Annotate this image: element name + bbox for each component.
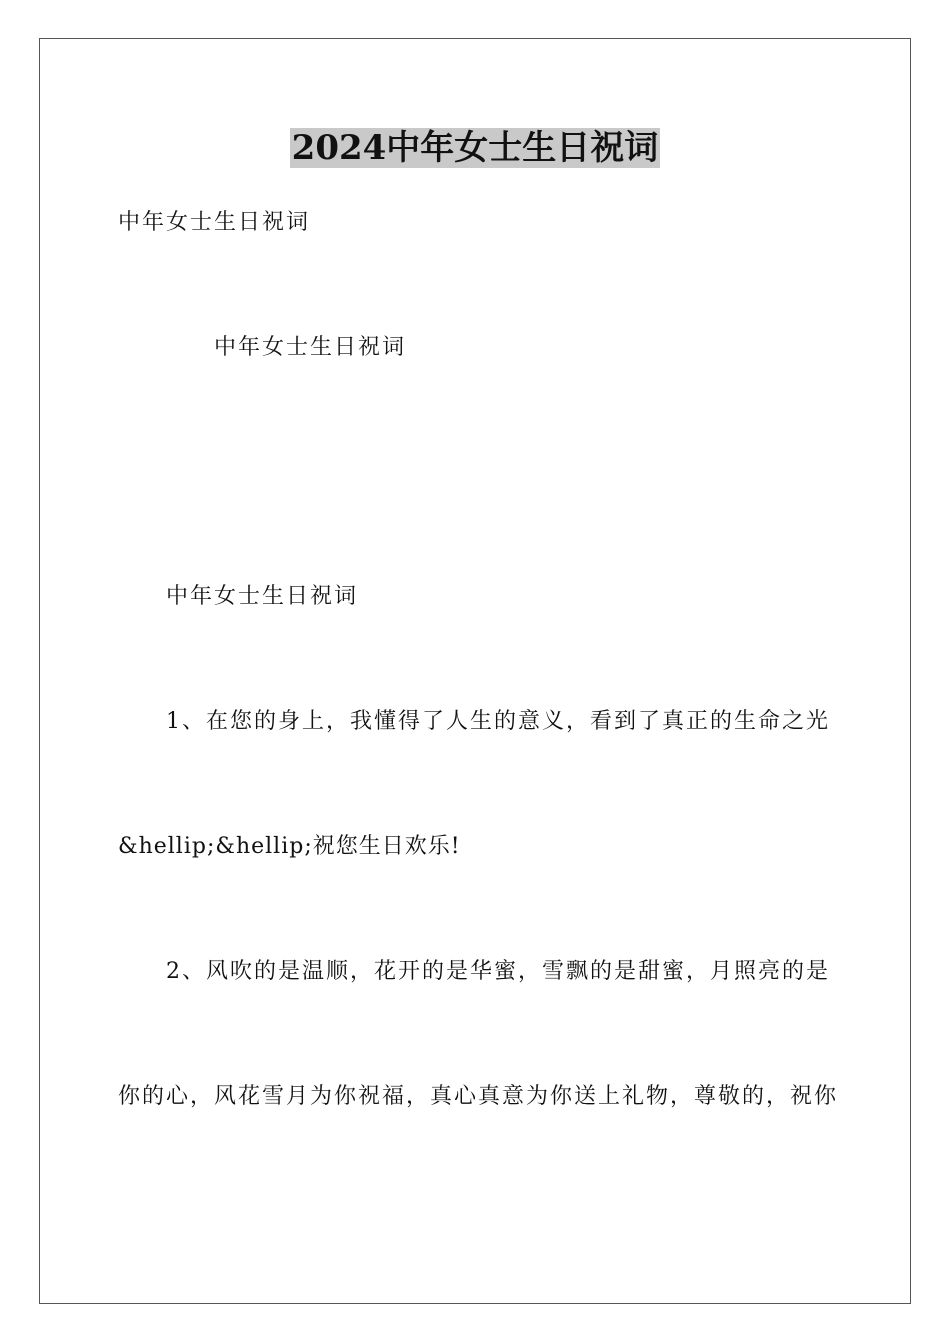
document-title: [0, 126, 950, 170]
wish-item-2-line-2: 你的心，风花雪月为你祝福，真心真意为你送上礼物，尊敬的，祝你: [118, 1084, 839, 1109]
document-title-text: 2024中年女士生日祝词: [291, 128, 659, 168]
section-heading-indented: 中年女士生日祝词: [214, 335, 407, 360]
document-subtitle: 中年女士生日祝词: [118, 210, 311, 235]
wish-item-2-line-1: 2、风吹的是温顺，花开的是华蜜，雪飘的是甜蜜，月照亮的是: [166, 959, 830, 984]
section-heading: 中年女士生日祝词: [166, 584, 359, 609]
wish-item-1-line-1: 1、在您的身上，我懂得了人生的意义，看到了真正的生命之光: [166, 709, 830, 734]
wish-item-1-line-2: &hellip;&hellip;祝您生日欢乐!: [118, 834, 461, 859]
